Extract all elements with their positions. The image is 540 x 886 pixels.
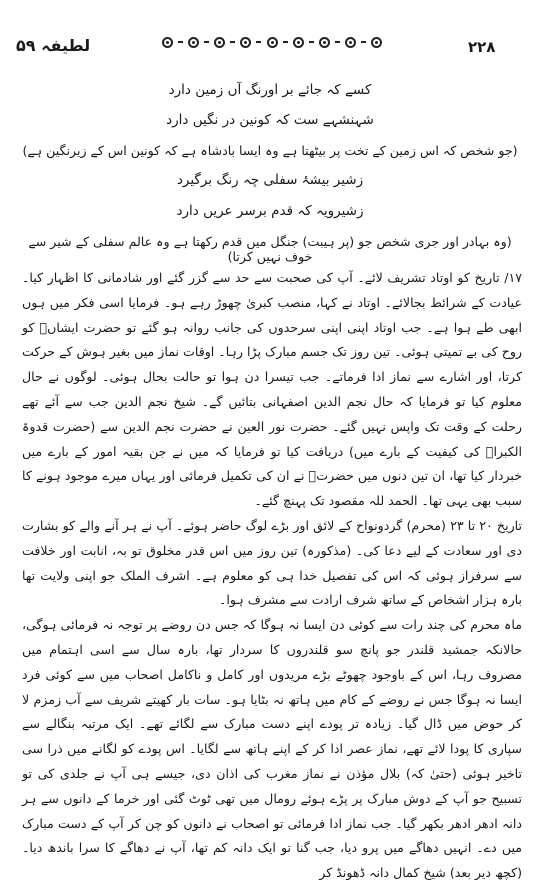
verse-line-2: شہنشہے ست کہ کونین در نگیں دارد bbox=[166, 112, 374, 128]
verse-line-1: کسے کہ جائے بر اورنگ آں زمین دارد bbox=[168, 82, 372, 98]
paragraph: ماہ محرم کی چند رات سے کوئی دن ایسا نہ ہوگا کہ جس دن روضے پر توجہ نہ فرمائی ہوگی، حالانکہ جمشید قلندر جو پانچ سو قلندروں کا سردار تھا، بارہ سال سے اسی اہتمام میں مصروف رہا، اس کے باوجود چھوٹے بڑے مریدوں اور کامل و ناکامل اصحاب میں سے کوئی فرد ایسا نہ ہوگا جس نے روضے کے کام میں ہاتھ نہ بٹایا ہو۔ سات بار کھیتے شریف سے آب زمزم لا کر حوض میں ڈال گیا۔ زیادہ تر پودے اپنے دست مبارک سے لگائے تھے۔ ایک مرتبہ بنگالے سے سپاری کا پودا لائے تھے، نماز عصر ادا کر کے اپنے ہاتھ سے لگایا۔ اس پودے کو لگانے میں ذرا سی تاخیر ہوئی (حتیٰ کہ) بلال مؤذن نے نماز مغرب کی اذان دی، جیسے ہی آپ نے جلدی کی تو تسبیح جو آپ کے دوش مبارک پر پڑے ہوئے رومال میں تھی ٹوٹ گئی اور خرما کے دانوں سے ہر دانہ ادھر ادھر بکھر گیا۔ جب نماز ادا فرمائی تو اصحاب نے دانوں کو چن کر آپ کے دست مبارک میں دے۔ انہیں دھاگے میں پرو دیا، جب گنا تو ایک دانہ کم تھا، آپ نے دھاگے کا سرا باندھ دیا۔ (کچھ دیر بعد) شیخ کمال دانہ ڈھونڈ کر bbox=[22, 617, 522, 881]
running-title: لطیفہ ۵۹ bbox=[16, 36, 91, 55]
verse-line-4: زشیرویہ کہ قدم برسر عریں دارد bbox=[176, 203, 364, 219]
verse-line-3: زشیر بیشۂ سفلی چہ رنگ برگیرد bbox=[176, 172, 364, 188]
verse-translation-2: (وہ بہادر اور جری شخص جو (پر ہیبت) جنگل میں قدم رکھتا ہے وہ عالم سفلی کے شیر سے خوف نہیں کرتا) bbox=[28, 234, 512, 264]
page-header bbox=[0, 0, 540, 70]
header-ornament bbox=[162, 34, 382, 50]
paragraph: ۱۷/ تاریخ کو اوتاد تشریف لائے۔ آپ کی صحبت سے حد سے گزر گئے اور شادمانی کا اظہار کیا۔ عیادت کے شرائط بجالائے۔ اوتاد نے کہا، منصب کبریٰ چھوڑ رہے ہو۔ فرمایا اسی فکر میں ہوں ابھی طے ہوا ہے۔ جب اوتاد اپنی اپنی سرحدوں کی جانب روانہ ہو گئے تو حضرت ایشاںؒ کو روح کی بے تمیتی ہوئی۔ تین روز تک جسم مبارک پڑا رہا۔ اوقات نماز میں بغیر ہوش کے حرکت کرتا، اور اشارے سے نماز ادا فرماتے۔ جب تیسرا دن ہوا تو حالت بحال ہوئی۔ لوگوں نے حال معلوم کیا تو فرمایا کہ حال نجم الدین اصفہانی بتائیں گے۔ شیخ نجم الدین جب سے آئے تھے رحلت کے وقت تک واپس نہیں گئے۔ حضرت نور العین نے حضرت نجم الدین سے (حضرت قدوۃ الکبراؒ کی کیفیت کے بارے میں) دریافت کیا تو فرمایا کہ میں نے جن بقیہ امور کے بارے میں خبردار کیا تھا، ان تین دنوں میں حضرتؒ نے ان کی تکمیل فرمائی اور یہاں میرے موجود ہونے کا سبب بھی یہی تھا۔ الحمد للہ مقصود تک پہنچ گئے۔ bbox=[22, 270, 522, 509]
body-text bbox=[22, 266, 522, 886]
paragraph: تاریخ ۲۰ تا ۲۳ (محرم) گردونواح کے لائق اور بڑے لوگ حاضر ہوئے۔ آپ نے ہر آنے والے کو بشارت دی اور سعادت کے لیے دعا کی۔ (مذکورہ) تین روز میں اس قدر مخلوق تو بہ، انابت اور خلافت سے سرفراز ہوئی کہ اس کی تفصیل خدا ہی کو معلوم ہے۔ اشرف الملک جو اپنی ولایت تھا بارہ ہزار اشخاص کے ساتھ شرف ارادت سے مشرف ہوا۔ bbox=[22, 517, 522, 608]
page-number: ۲۲۸ bbox=[468, 38, 496, 56]
verse-translation-1: (جو شخص کہ اس زمین کے تخت پر بیٹھتا ہے وہ ایسا بادشاہ ہے کہ کونین اس کے زیرنگین ہے) bbox=[22, 143, 518, 158]
